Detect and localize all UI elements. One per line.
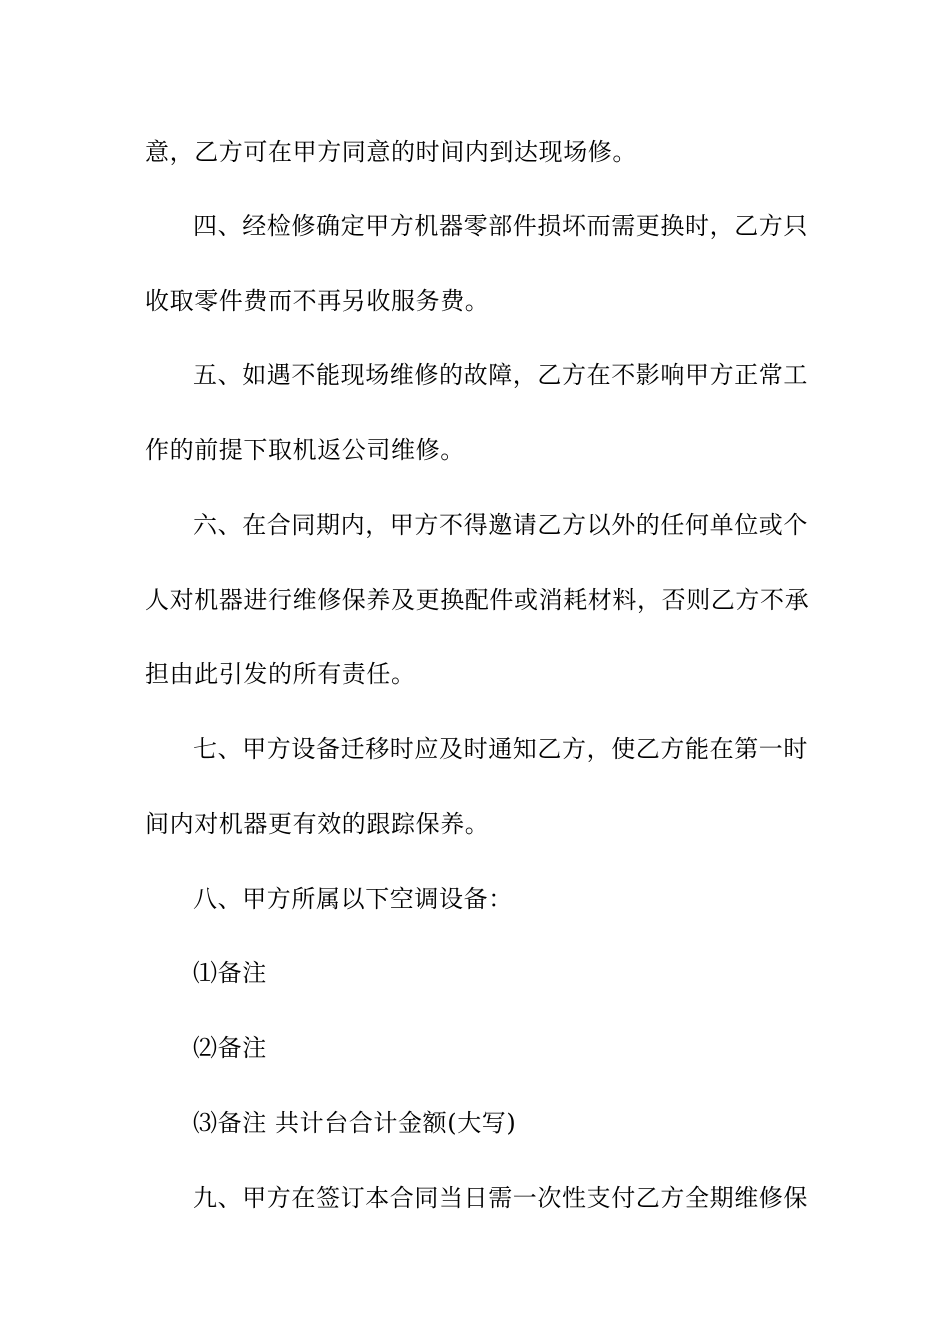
clause-9-line-1: 九、甲方在签订本合同当日需一次性支付乙方全期维修保 <box>193 1184 808 1212</box>
clause-5-line-2: 作的前提下取机返公司维修。 <box>145 436 465 464</box>
clause-6-line-2: 人对机器进行维修保养及更换配件或消耗材料，否则乙方不承 <box>145 586 810 614</box>
clause-6-line-1: 六、在合同期内，甲方不得邀请乙方以外的任何单位或个 <box>193 511 808 539</box>
clause-7-line-2: 间内对机器更有效的跟踪保养。 <box>145 810 490 838</box>
clause-5-line-1: 五、如遇不能现场维修的故障，乙方在不影响甲方正常工 <box>193 361 808 389</box>
clause-6-line-3: 担由此引发的所有责任。 <box>145 660 416 688</box>
equipment-item-1: ⑴备注 <box>193 959 267 987</box>
clause-4-line-1: 四、经检修确定甲方机器零部件损坏而需更换时，乙方只 <box>193 212 808 240</box>
equipment-item-2: ⑵备注 <box>193 1034 267 1062</box>
clause-4-line-2: 收取零件费而不再另收服务费。 <box>145 287 490 315</box>
paragraph-line-continuation-3: 意，乙方可在甲方同意的时间内到达现场修。 <box>145 138 637 166</box>
equipment-item-3-total: ⑶备注 共计台合计金额(大写) <box>193 1109 517 1137</box>
clause-8-heading: 八、甲方所属以下空调设备： <box>193 885 513 913</box>
clause-7-line-1: 七、甲方设备迁移时应及时通知乙方，使乙方能在第一时 <box>193 735 808 763</box>
